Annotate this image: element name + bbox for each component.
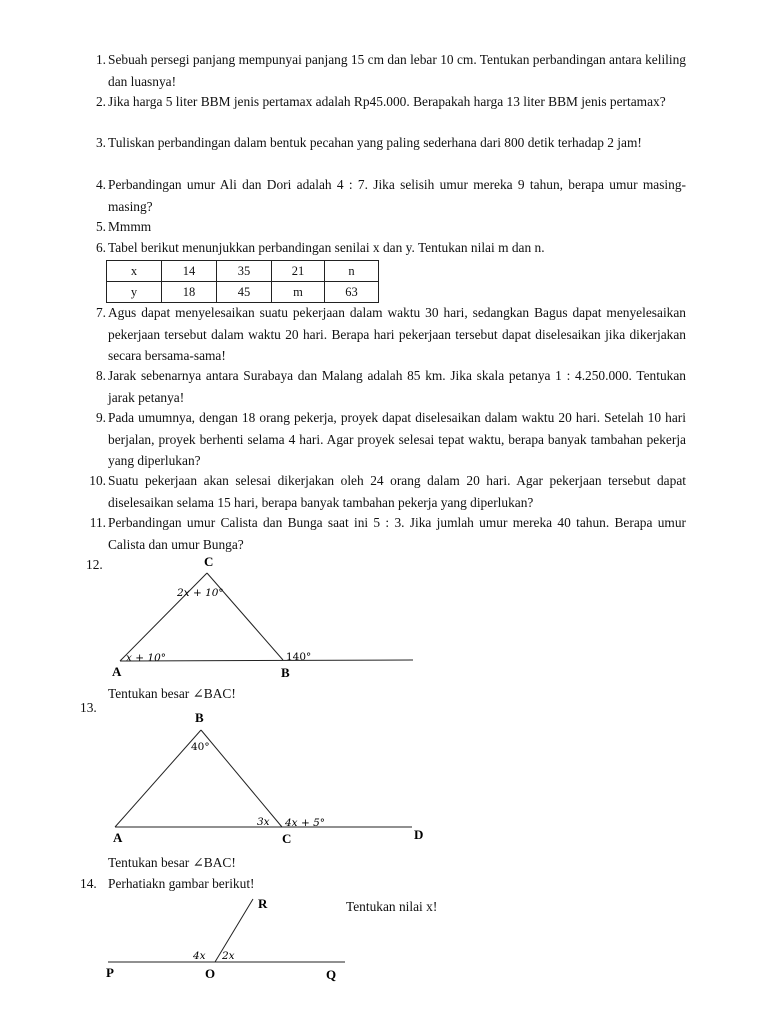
vertex-label-c: C: [282, 831, 292, 846]
question-11: [84, 512, 686, 555]
vertex-label-c: C: [204, 554, 214, 569]
question-number: 4.: [95, 177, 106, 192]
question-13-text: Tentukan besar ∠BAC!: [108, 855, 236, 870]
question-14-number: 14.: [80, 876, 97, 891]
vertex-label-a: A: [113, 830, 123, 845]
table-cell: 21: [272, 261, 325, 282]
question-number: 6.: [95, 240, 106, 255]
question-number: 10.: [89, 473, 106, 488]
question-number: 8.: [95, 368, 106, 383]
table-cell: 45: [217, 282, 272, 303]
question-8: [84, 365, 686, 408]
table-cell: 14: [162, 261, 217, 282]
question-number: 1.: [95, 52, 106, 67]
angle-label-c: 2x + 10°: [177, 587, 224, 599]
question-12-text: Tentukan besar ∠BAC!: [108, 686, 236, 701]
point-label-r: R: [258, 896, 268, 911]
question-12-number: 12.: [86, 557, 103, 572]
ratio-table: [106, 260, 379, 303]
angle-label-left: 4x: [193, 950, 206, 962]
table-cell: y: [107, 282, 162, 303]
table-cell: 35: [217, 261, 272, 282]
question-14-prompt: Tentukan nilai x!: [346, 899, 438, 914]
angle-label-c-exterior: 4x + 5°: [285, 817, 326, 829]
question-text: Pada umumnya, dengan 18 orang pekerja, proyek dapat diselesaikan dalam waktu 20 hari. Setelah 10 hari berjalan, proyek berhenti selama 4 hari. Agar proyek selesai tepat waktu, berapa banyak tambahan pekerja yang diperlukan?: [108, 410, 686, 468]
point-label-p: P: [106, 965, 114, 980]
vertex-label-b: B: [195, 710, 204, 725]
question-text: Jika harga 5 liter BBM jenis pertamax adalah Rp45.000. Berapakah harga 13 liter BBM jenis pertamax?: [108, 94, 666, 109]
question-7: [84, 302, 686, 367]
question-1: [84, 49, 686, 92]
question-2: [84, 91, 686, 113]
question-number: 9.: [95, 410, 106, 425]
question-text: Perbandingan umur Ali dan Dori adalah 4 : 7. Jika selisih umur mereka 9 tahun, berapa umur masing-masing?: [108, 177, 686, 214]
question-text: Tuliskan perbandingan dalam bentuk pecahan yang paling sederhana dari 800 detik terhadap 2 jam!: [108, 135, 642, 150]
angle-label-b: 40°: [191, 741, 210, 753]
question-number: 5.: [95, 219, 106, 234]
vertex-label-a: A: [112, 664, 122, 679]
question-9: [84, 407, 686, 472]
question-number: 3.: [95, 135, 106, 150]
question-text: Perbandingan umur Calista dan Bunga saat ini 5 : 3. Jika jumlah umur mereka 40 tahun. Berapa umur Calista dan umur Bunga?: [108, 515, 686, 552]
question-6: [84, 237, 686, 259]
table-cell: 18: [162, 282, 217, 303]
question-3: [84, 132, 686, 154]
question-text: Jarak sebenarnya antara Surabaya dan Malang adalah 85 km. Jika skala petanya 1 : 4.250.000. Tentukan jarak petanya!: [108, 368, 686, 405]
question-13-number: 13.: [80, 700, 97, 715]
table-row: [107, 282, 379, 303]
question-text: Sebuah persegi panjang mempunyai panjang 15 cm dan lebar 10 cm. Tentukan perbandingan antara keliling dan luasnya!: [108, 52, 686, 89]
table-cell: n: [325, 261, 379, 282]
point-label-o: O: [205, 966, 216, 981]
question-number: 2.: [95, 94, 106, 109]
question-4: [84, 174, 686, 217]
question-number: 7.: [95, 305, 106, 320]
table-cell: m: [272, 282, 325, 303]
angle-label-exterior: 140°: [286, 651, 312, 663]
angle-label-a: x + 10°: [126, 652, 167, 664]
point-label-q: Q: [326, 967, 337, 982]
question-text: Suatu pekerjaan akan selesai dikerjakan oleh 24 orang dalam 20 hari. Agar pekerjaan tersebut dapat diselesaikan selama 15 hari, berapa banyak tambahan pekerja yang diperlukan?: [108, 473, 686, 510]
vertex-label-b: B: [281, 665, 290, 680]
question-text: Agus dapat menyelesaikan suatu pekerjaan dalam waktu 30 hari, sedangkan Bagus dapat menyelesaikan pekerjaan tersebut dalam waktu 20 hari. Berapa hari pekerjaan tersebut dapat diselesaikan jika dikerjakan secara bersama-sama!: [108, 305, 686, 363]
question-text: Tabel berikut menunjukkan perbandingan senilai x dan y. Tentukan nilai m dan n.: [108, 240, 545, 255]
vertex-label-d: D: [414, 827, 424, 842]
table-cell: x: [107, 261, 162, 282]
angle-label-c-interior: 3x: [257, 816, 270, 828]
question-10: [84, 470, 686, 513]
question-5: [84, 216, 686, 238]
question-text: Mmmm: [108, 219, 152, 234]
table-row: [107, 261, 379, 282]
question-14-text: Perhatiakn gambar berikut!: [108, 876, 255, 891]
question-number: 11.: [89, 515, 106, 530]
table-cell: 63: [325, 282, 379, 303]
angle-label-right: 2x: [222, 950, 235, 962]
